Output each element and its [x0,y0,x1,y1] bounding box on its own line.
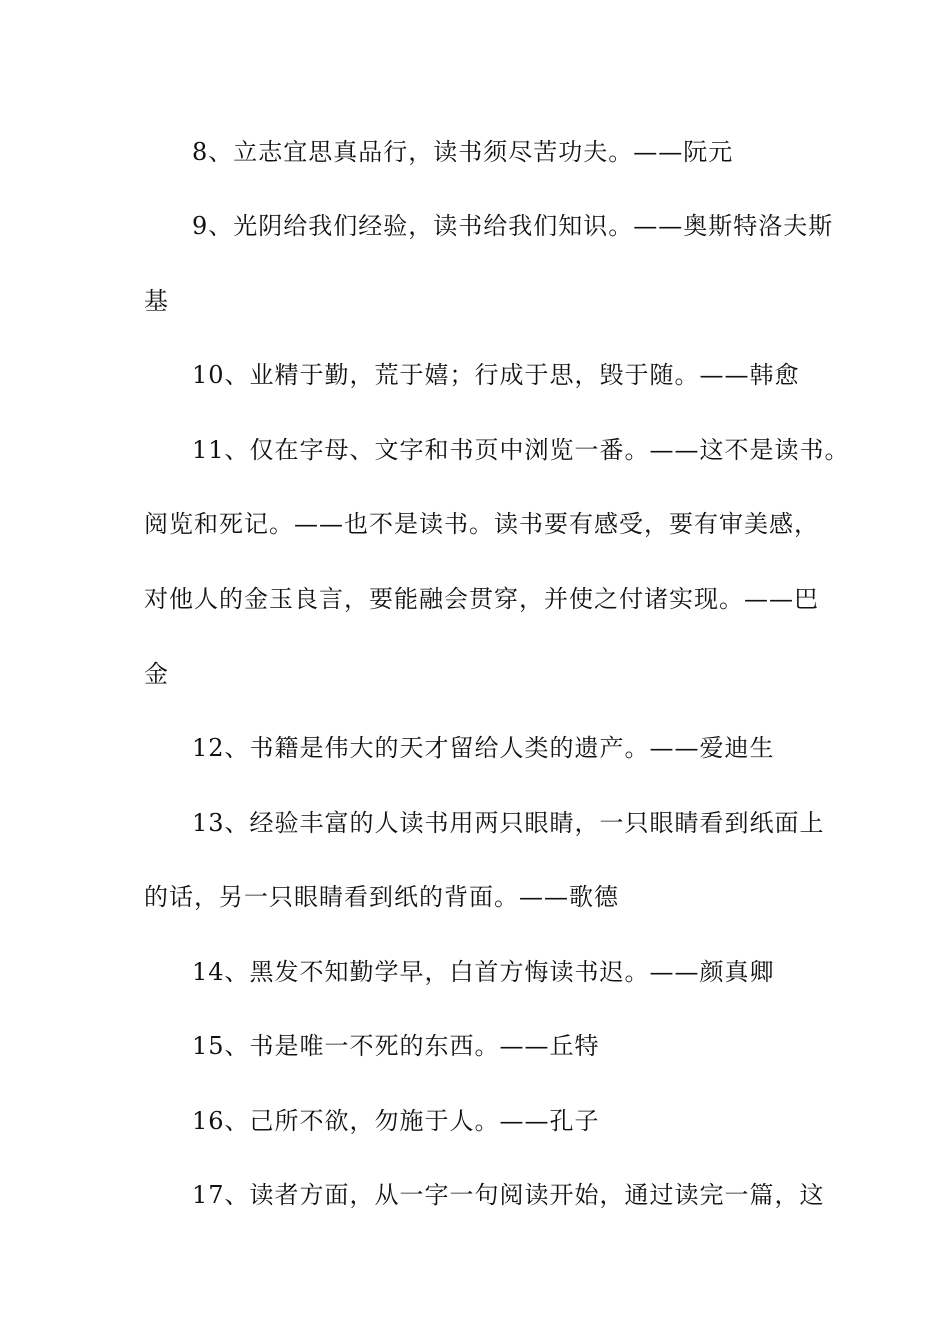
quote-9: 9、光阴给我们经验，读书给我们知识。——奥斯特洛夫斯 [192,212,834,240]
quote-13: 13、经验丰富的人读书用两只眼睛，一只眼睛看到纸面上 [192,809,825,837]
quote-11-continued: 阅览和死记。——也不是读书。读书要有感受，要有审美感， [144,510,819,538]
quote-13-continued: 的话，另一只眼睛看到纸的背面。——歌德 [144,883,619,911]
quote-11: 11、仅在字母、文字和书页中浏览一番。——这不是读书。 [192,436,850,464]
quote-15: 15、书是唯一不死的东西。——丘特 [192,1032,600,1060]
quote-8: 8、立志宜思真品行，读书须尽苦功夫。——阮元 [192,138,734,166]
quote-14: 14、黑发不知勤学早，白首方悔读书迟。——颜真卿 [192,958,775,986]
quote-12: 12、书籍是伟大的天才留给人类的遗产。——爱迪生 [192,734,775,762]
quote-9-continued: 基 [144,287,169,315]
quote-10: 10、业精于勤，荒于嬉；行成于思，毁于随。——韩愈 [192,361,800,389]
quote-11-continued: 对他人的金玉良言，要能融会贯穿，并使之付诸实现。——巴 [144,585,819,613]
quote-11-continued: 金 [144,660,169,688]
quote-16: 16、己所不欲，勿施于人。——孔子 [192,1107,600,1135]
quote-17: 17、读者方面，从一字一句阅读开始，通过读完一篇，这 [192,1181,825,1209]
